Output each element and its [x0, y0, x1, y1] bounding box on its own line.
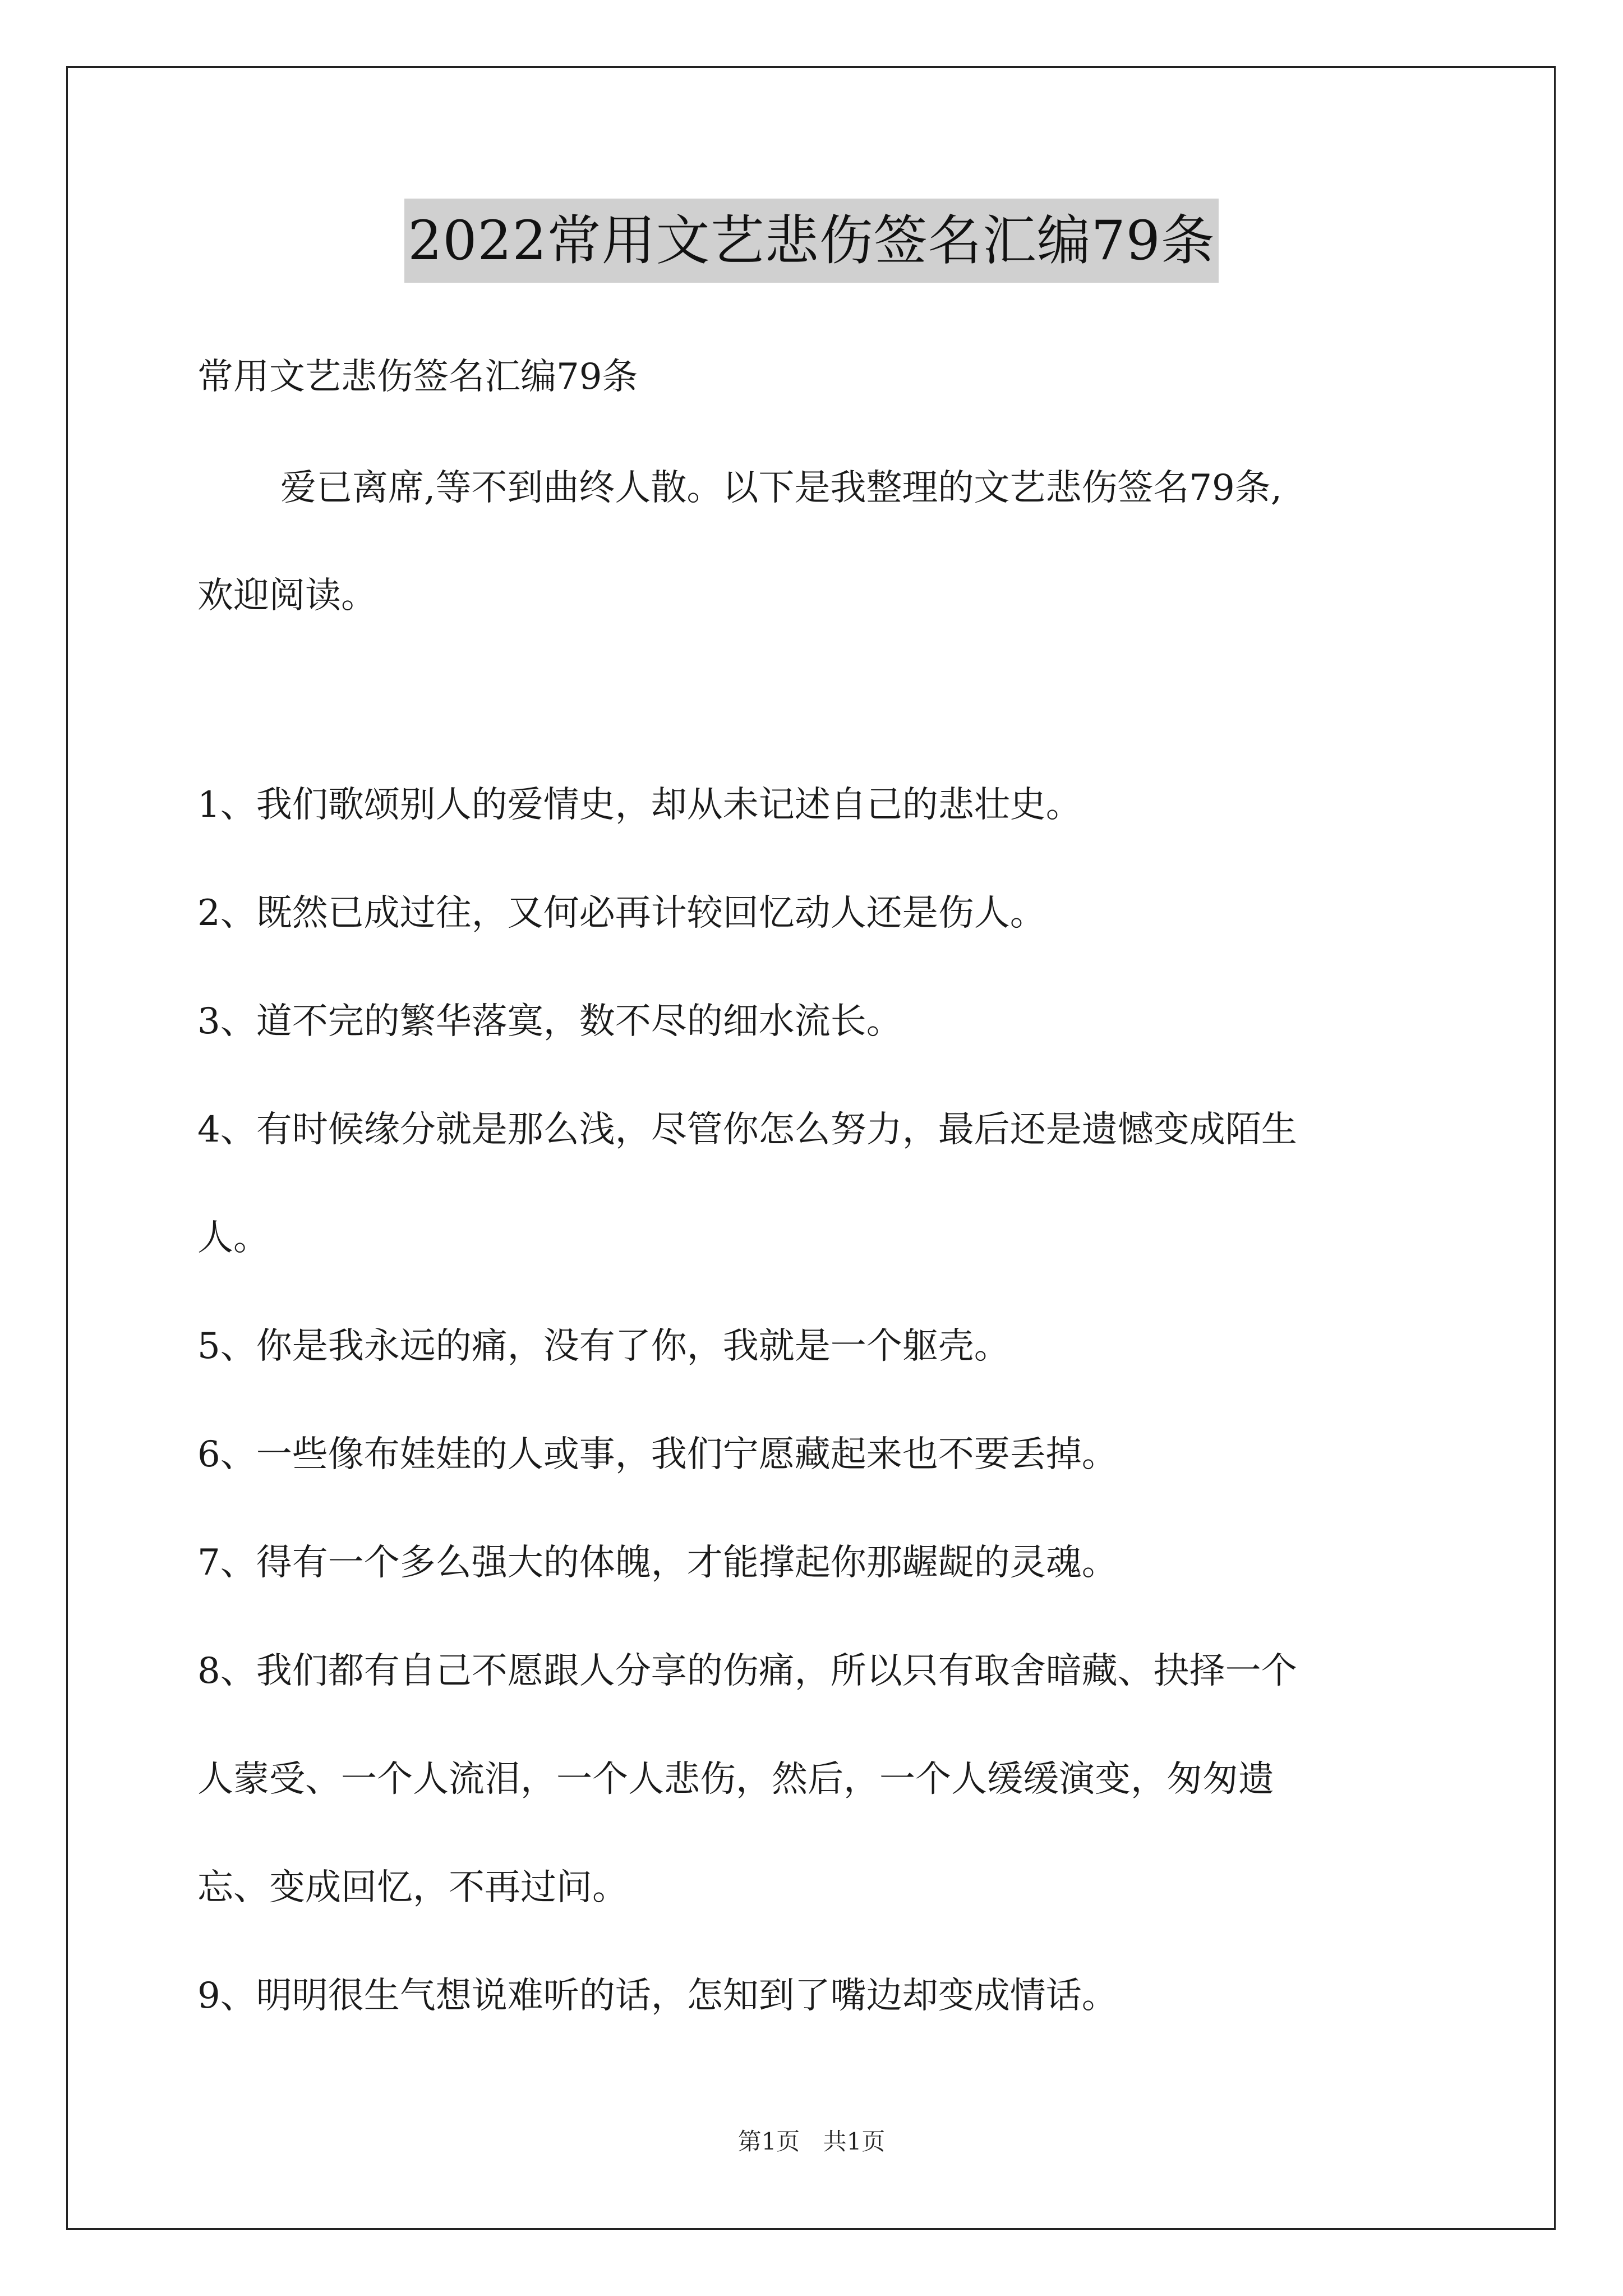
- list-item-3: 3、道不完的繁华落寞，数不尽的细水流长。: [197, 1001, 902, 1042]
- page-number-total: 共1页: [823, 2128, 886, 2155]
- title-container: [0, 199, 1623, 283]
- list-item-2: 2、既然已成过往，又何必再计较回忆动人还是伤人。: [197, 892, 1046, 934]
- page-footer: [0, 2125, 1623, 2159]
- list-item-8-continued-2: 忘、变成回忆，不再过问。: [197, 1867, 628, 1908]
- list-item-1: 1、我们歌颂别人的爱情史，却从未记述自己的悲壮史。: [197, 784, 1082, 826]
- list-item-8-continued-1: 人蒙受、一个人流泪，一个人悲伤，然后，一个人缓缓演变，匆匆遗: [197, 1759, 1274, 1800]
- list-item-6: 6、一些像布娃娃的人或事，我们宁愿藏起来也不要丢掉。: [197, 1434, 1118, 1475]
- list-item-4-continued: 人。: [197, 1217, 269, 1259]
- list-item-8: 8、我们都有自己不愿跟人分享的伤痛，所以只有取舍暗藏、抉择一个: [197, 1650, 1297, 1692]
- intro-paragraph-line-2: 欢迎阅读。: [197, 575, 377, 616]
- list-item-7: 7、得有一个多么强大的体魄，才能撑起你那龌龊的灵魂。: [197, 1542, 1118, 1584]
- list-item-9: 9、明明很生气想说难听的话，怎知到了嘴边却变成情话。: [197, 1975, 1118, 2017]
- page-number-current: 第1页: [737, 2128, 800, 2155]
- document-title: 2022常用文艺悲伤签名汇编79条: [404, 199, 1218, 283]
- intro-paragraph-line-1: 爱已离席,等不到曲终人散。以下是我整理的文艺悲伤签名79条,: [280, 467, 1283, 509]
- list-item-4: 4、有时候缘分就是那么浅，尽管你怎么努力，最后还是遗憾变成陌生: [197, 1109, 1297, 1151]
- list-item-5: 5、你是我永远的痛，没有了你，我就是一个躯壳。: [197, 1326, 1010, 1367]
- subtitle: 常用文艺悲伤签名汇编79条: [197, 356, 638, 398]
